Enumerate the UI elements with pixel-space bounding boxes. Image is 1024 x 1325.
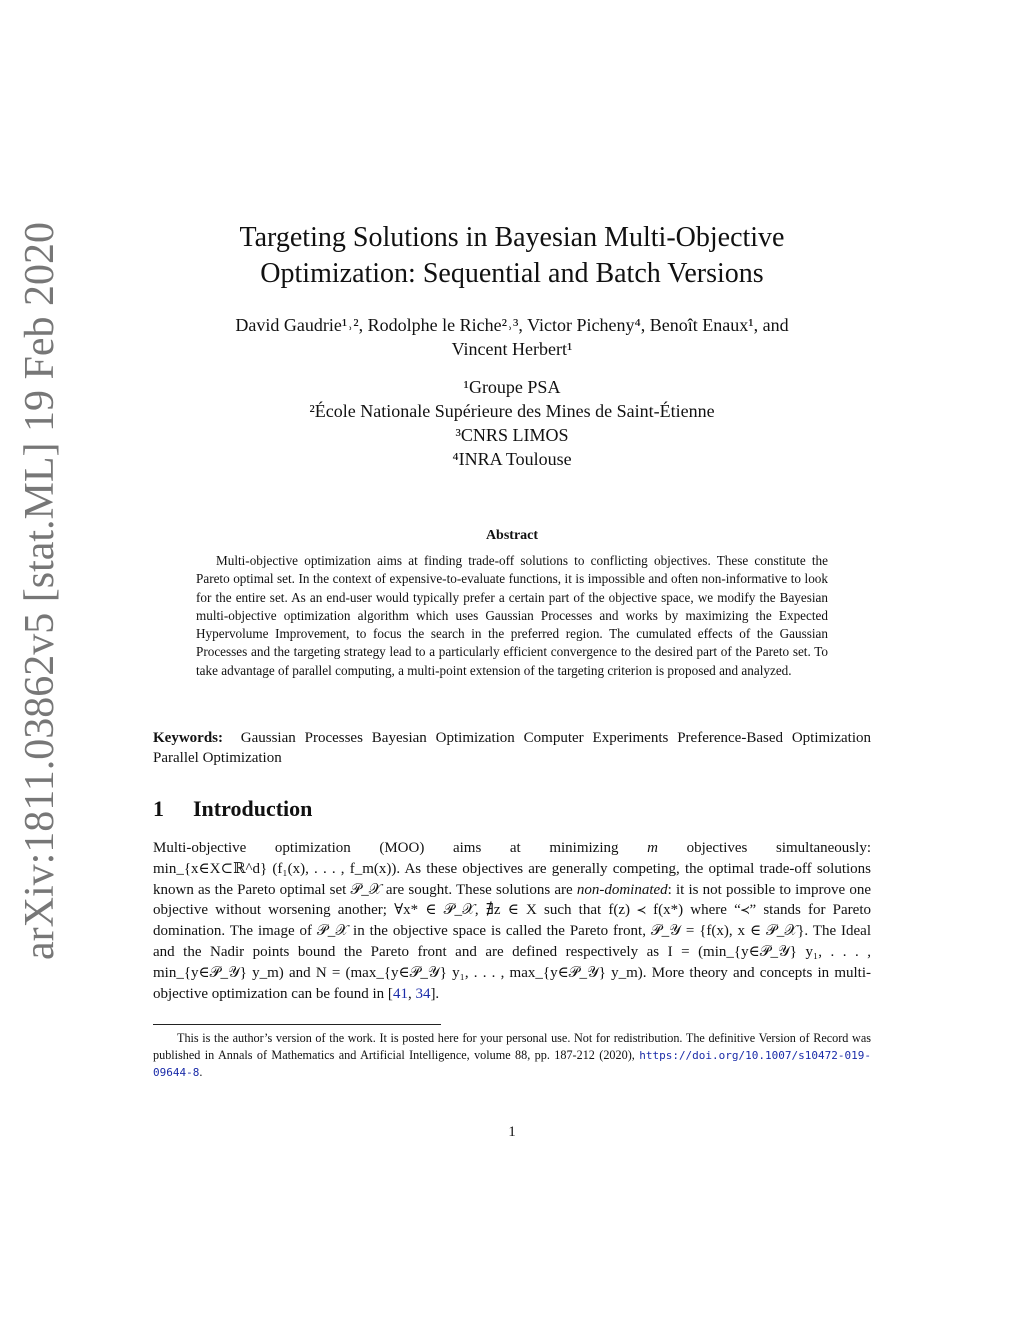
abstract-heading: Abstract: [485, 528, 539, 543]
section-title: Introduction: [193, 796, 313, 821]
title-line-1: Targeting Solutions in Bayesian Multi-Objective: [239, 222, 785, 253]
intro-paragraph: [153, 838, 871, 1004]
authors-line-2: Vincent Herbert¹: [451, 339, 573, 359]
authors-line-1: David Gaudrie¹˒², Rodolphe le Riche²˒³, Victor Picheny⁴, Benoît Enaux¹, and: [235, 315, 789, 335]
arxiv-side-stamp: arXiv:1811.03862v5 [stat.ML] 19 Feb 2020: [17, 221, 63, 960]
citation-link[interactable]: 41: [392, 985, 408, 1002]
keywords: [153, 728, 871, 768]
text-run: ].: [430, 985, 440, 1002]
affiliation-list: [150, 375, 874, 471]
section-number: 1: [153, 796, 164, 821]
footnote-end: .: [199, 1065, 203, 1080]
keywords-label: Keywords:: [153, 730, 223, 746]
affiliation-4: ⁴INRA Toulouse: [452, 449, 572, 469]
footnote: [153, 1030, 871, 1082]
equation-min: min_{x∈X⊂ℝ^d} (f₁(x), . . . , f_m(x)).: [153, 860, 401, 877]
text-run: objectives simultaneously:: [657, 840, 871, 856]
abstract-text: Multi-objective optimization aims at finding trade-off solutions to conflicting objectives. These constitute the Pareto optimal set. In the context of expensive-to-evaluate functions, it is impossible and often non-informative to look for the entire set. As an end-user would typically prefer a certain part of the objective space, we modify the Bayesian multi-objective optimization algorithm which uses Gaussian Processes and works by maximizing the Expected Hypervolume Improvement, to focus the search in the preferred region. The cumulated effects of the Gaussian Processes and the targeting strategy lead to a particularly efficient convergence to the desired part of the Pareto set. To take advantage of parallel computing, a multi-point extension of the targeting criterion is proposed and analyzed.: [196, 553, 828, 678]
citation-link[interactable]: 34: [415, 985, 431, 1002]
title-line-2: Optimization: Sequential and Batch Versions: [260, 258, 764, 289]
math-m: m: [647, 840, 658, 856]
footnote-text: This is the author’s version of the work. It is posted here for your personal use. Not for redistribution. The definitive Version of Record was published in Annals of Mathematics and Artificial Intelligence, volume 88, pp. 187-212 (2020),: [153, 1031, 871, 1062]
paper-title: [150, 220, 874, 292]
keywords-text: Gaussian Processes Bayesian Optimization Computer Experiments Preference-Based Optimization Parallel Optimization: [153, 730, 872, 766]
section-heading: [153, 796, 312, 822]
author-list: [150, 313, 874, 361]
affiliation-3: ³CNRS LIMOS: [455, 425, 569, 445]
emphasis-non-dominated: non-dominated: [576, 881, 668, 898]
footnote-rule: [153, 1024, 441, 1025]
text-run: Multi-objective optimization (MOO) aims at minimizing: [153, 840, 648, 856]
affiliation-2: ²École Nationale Supérieure des Mines de Saint-Étienne: [309, 401, 715, 421]
text-run: : it is not possible to improve one objective without worsening another; ∀x* ∈ 𝒫_𝒳, ∄z ∈ X such that f(z) ≺ f(x*) where “≺” stands for Pareto domination. The image of 𝒫_𝒳 in the objective space is called the Pareto front, 𝒫_𝒴 = {f(x), x ∈ 𝒫_𝒳}. The Ideal and the Nadir points bound the Pareto front and are defined respectively as I = (min_{y∈𝒫_𝒴} y₁, . . . , min_{y∈𝒫_𝒴} y_m) and N = (max_{y∈𝒫_𝒴} y₁, . . . , max_{y∈𝒫_𝒴} y_m). More theory and concepts in multi-objective optimization can be found in [: [153, 881, 872, 1002]
text-run: As these objectives are generally competing, the optimal trade-off solutions known as the Pareto optimal set 𝒫_𝒳 are sought. These solutions are: [153, 860, 871, 898]
doi-link[interactable]: https://doi.org/10.1007/s10472-019-09644-8: [153, 1048, 871, 1080]
page-number: 1: [508, 1124, 516, 1140]
text-run: ,: [407, 985, 416, 1002]
affiliation-1: ¹Groupe PSA: [463, 377, 561, 397]
